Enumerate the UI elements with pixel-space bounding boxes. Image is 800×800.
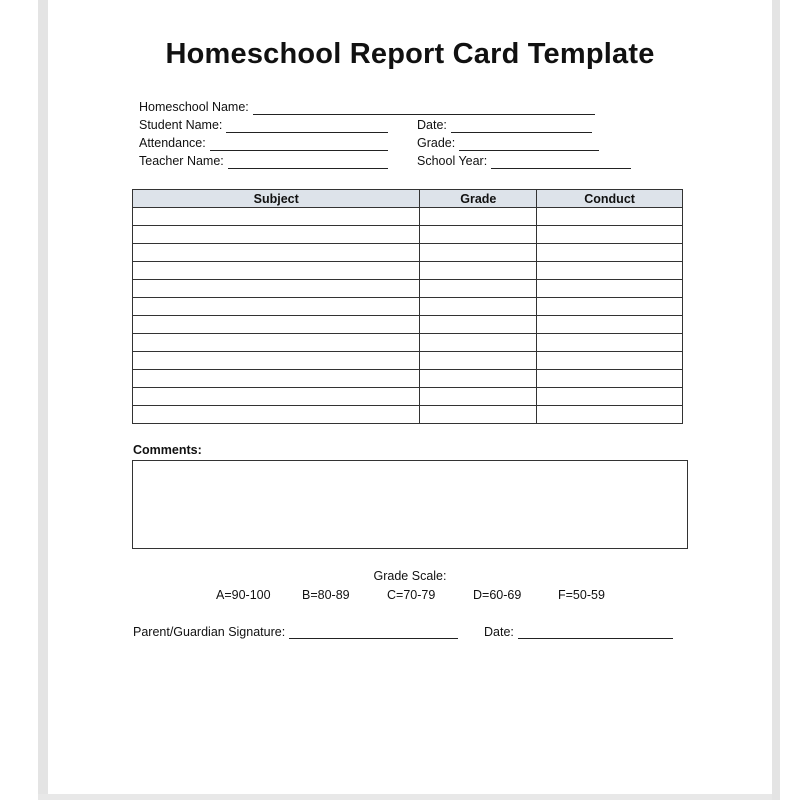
table-row <box>133 370 683 388</box>
grades-table <box>132 189 683 424</box>
grade-cell[interactable] <box>420 316 537 334</box>
subject-cell[interactable] <box>133 226 420 244</box>
student-name-line[interactable] <box>226 119 388 133</box>
parent-signature-field[interactable] <box>133 625 458 639</box>
grade-scale-item: F=50-59 <box>558 588 605 602</box>
grade-cell[interactable] <box>420 370 537 388</box>
grade-cell[interactable] <box>420 352 537 370</box>
grade-scale-item: C=70-79 <box>387 588 436 602</box>
school-year-line[interactable] <box>491 155 631 169</box>
student-name-field[interactable] <box>139 117 388 133</box>
conduct-cell[interactable] <box>537 226 683 244</box>
conduct-cell[interactable] <box>537 406 683 424</box>
subject-cell[interactable] <box>133 334 420 352</box>
grade-cell[interactable] <box>420 280 537 298</box>
conduct-cell[interactable] <box>537 244 683 262</box>
conduct-cell[interactable] <box>537 208 683 226</box>
table-row <box>133 406 683 424</box>
conduct-cell[interactable] <box>537 388 683 406</box>
student-name-label: Student Name: <box>139 118 223 132</box>
teacher-name-line[interactable] <box>228 155 388 169</box>
grade-scale-item: A=90-100 <box>216 588 271 602</box>
parent-signature-label: Parent/Guardian Signature: <box>133 625 286 639</box>
date-field[interactable] <box>417 117 592 133</box>
conduct-cell[interactable] <box>537 298 683 316</box>
grade-cell[interactable] <box>420 262 537 280</box>
left-window-gutter <box>0 0 48 800</box>
grade-scale-item: D=60-69 <box>473 588 522 602</box>
table-row <box>133 316 683 334</box>
document-title: Homeschool Report Card Template <box>165 38 655 70</box>
signature-date-label: Date: <box>484 625 514 639</box>
subject-cell[interactable] <box>133 388 420 406</box>
grade-label: Grade: <box>417 136 456 150</box>
grade-cell[interactable] <box>420 208 537 226</box>
grade-cell[interactable] <box>420 334 537 352</box>
subject-cell[interactable] <box>133 208 420 226</box>
subject-cell[interactable] <box>133 406 420 424</box>
conduct-cell[interactable] <box>537 280 683 298</box>
grade-header: Grade <box>420 190 537 208</box>
table-row <box>133 226 683 244</box>
signature-date-line[interactable] <box>518 625 673 639</box>
document-page <box>48 0 772 794</box>
grade-cell[interactable] <box>420 298 537 316</box>
grade-line[interactable] <box>459 137 599 151</box>
signature-date-field[interactable] <box>484 625 673 639</box>
subject-cell[interactable] <box>133 262 420 280</box>
subject-header: Subject <box>133 190 420 208</box>
conduct-cell[interactable] <box>537 262 683 280</box>
table-row <box>133 208 683 226</box>
homeschool-name-field[interactable] <box>139 99 595 115</box>
grade-cell[interactable] <box>420 388 537 406</box>
grade-cell[interactable] <box>420 226 537 244</box>
grade-cell[interactable] <box>420 244 537 262</box>
conduct-header: Conduct <box>537 190 683 208</box>
parent-signature-line[interactable] <box>289 625 458 639</box>
subject-cell[interactable] <box>133 280 420 298</box>
conduct-cell[interactable] <box>537 334 683 352</box>
right-window-gutter <box>772 0 800 800</box>
subject-cell[interactable] <box>133 244 420 262</box>
teacher-name-label: Teacher Name: <box>139 154 224 168</box>
attendance-line[interactable] <box>210 137 388 151</box>
homeschool-name-label: Homeschool Name: <box>139 100 249 114</box>
table-row <box>133 244 683 262</box>
table-row <box>133 352 683 370</box>
subject-cell[interactable] <box>133 352 420 370</box>
table-row <box>133 388 683 406</box>
conduct-cell[interactable] <box>537 370 683 388</box>
conduct-cell[interactable] <box>537 352 683 370</box>
table-row <box>133 334 683 352</box>
homeschool-name-line[interactable] <box>253 101 595 115</box>
attendance-label: Attendance: <box>139 136 206 150</box>
conduct-cell[interactable] <box>537 316 683 334</box>
table-row <box>133 262 683 280</box>
table-header-row <box>133 190 683 208</box>
table-row <box>133 298 683 316</box>
school-year-field[interactable] <box>417 153 631 169</box>
attendance-field[interactable] <box>139 135 388 151</box>
date-line[interactable] <box>451 119 592 133</box>
subject-cell[interactable] <box>133 316 420 334</box>
grade-field[interactable] <box>417 135 599 151</box>
grade-cell[interactable] <box>420 406 537 424</box>
grade-scale-item: B=80-89 <box>302 588 350 602</box>
subject-cell[interactable] <box>133 370 420 388</box>
table-row <box>133 280 683 298</box>
school-year-label: School Year: <box>417 154 488 168</box>
subject-cell[interactable] <box>133 298 420 316</box>
comments-label: Comments: <box>133 443 202 457</box>
date-label: Date: <box>417 118 447 132</box>
grade-scale-title: Grade Scale: <box>373 569 447 583</box>
comments-box[interactable] <box>132 460 688 549</box>
page-bottom-edge <box>38 794 772 800</box>
teacher-name-field[interactable] <box>139 153 388 169</box>
